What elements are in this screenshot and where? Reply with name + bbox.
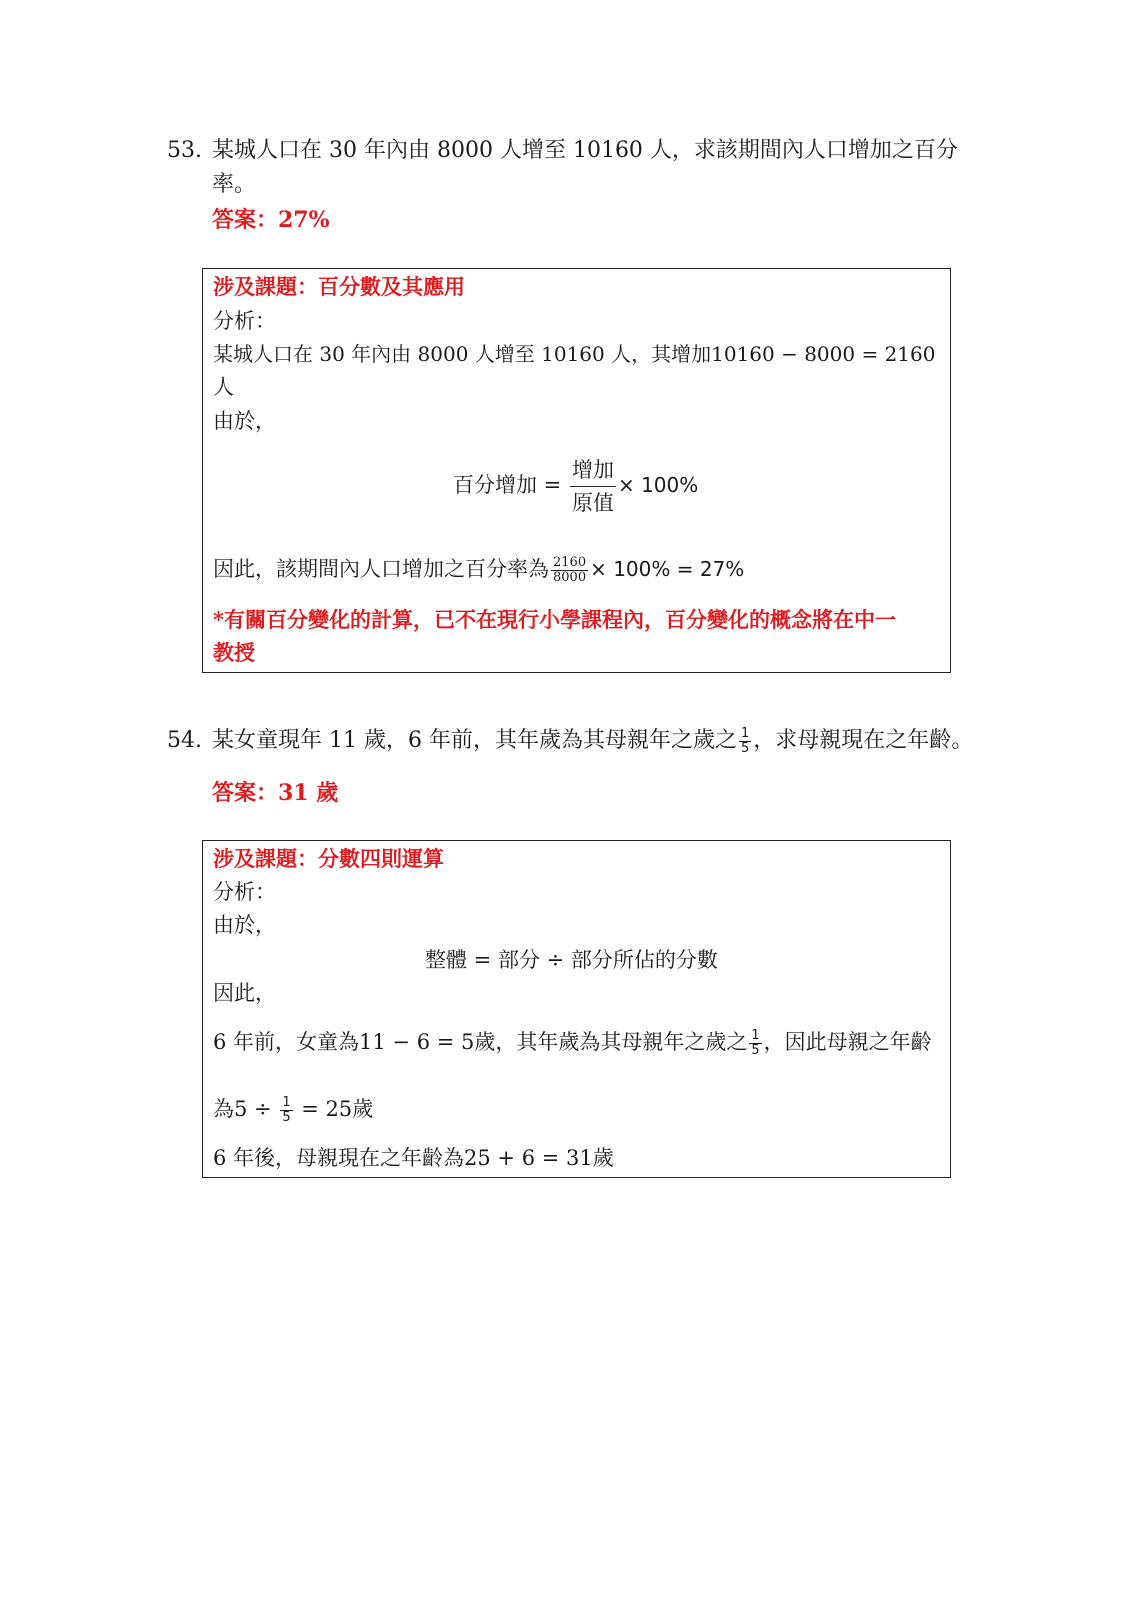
- question-53-answer: 答案：27%: [212, 207, 330, 233]
- question-54-text-post: ，求母親現在之年齡。: [753, 728, 974, 753]
- q53-topic: 涉及課題：百分數及其應用: [213, 274, 465, 299]
- question-53-text-line2: 率。: [212, 172, 257, 197]
- q54-since: 由於，: [213, 913, 276, 937]
- question-53-analysis-box: [202, 268, 951, 673]
- question-54-answer: 答案：31 歲: [212, 780, 339, 806]
- q53-line1b: 人: [213, 375, 234, 399]
- q54-topic: 涉及課題：分數四則運算: [213, 846, 444, 871]
- q53-formula-left: 百分增加 =: [453, 473, 568, 497]
- q53-conclusion-numerator: 2160: [553, 555, 587, 570]
- q54-analysis-label: 分析：: [213, 880, 276, 904]
- q54-line1-post: ，因此母親之年齡: [763, 1030, 932, 1054]
- question-54-number: 54.: [167, 728, 202, 753]
- q54-line1-fraction: [749, 1029, 761, 1058]
- question-54-fraction: [739, 727, 751, 756]
- q53-since: 由於，: [213, 409, 276, 433]
- question-54-analysis-box: [202, 840, 951, 1178]
- q54-line2-numerator: 1: [282, 1095, 291, 1110]
- q53-conclusion: [213, 554, 744, 585]
- q54-line1-pre: 6 年前，女童為11 − 6 = 5歲，其年歲為其母親年之歲之: [213, 1030, 748, 1054]
- q53-line1: 某城人口在 30 年內由 8000 人增至 10160 人，其增加10160 − 8000 = 2160: [213, 342, 936, 366]
- q54-therefore: 因此，: [213, 981, 276, 1005]
- q54-line1: [213, 1027, 932, 1058]
- question-54-denominator: 5: [740, 740, 750, 756]
- q54-line1-denominator: 5: [751, 1043, 760, 1058]
- q54-line3: 6 年後，母親現在之年齡為25 + 6 = 31歲: [213, 1146, 614, 1170]
- q53-analysis-label: 分析：: [213, 309, 276, 333]
- question-53-number: 53.: [167, 138, 202, 163]
- q53-formula: [453, 454, 698, 519]
- q54-line2-fraction: [280, 1096, 292, 1125]
- q53-formula-denominator: 原值: [571, 491, 614, 515]
- q54-line2-denominator: 5: [282, 1110, 291, 1125]
- q53-conclusion-fraction: [551, 556, 588, 585]
- q53-formula-right: × 100%: [617, 473, 699, 497]
- question-54-text-pre: 某女童現年 11 歲，6 年前，其年歲為其母親年之歲之: [212, 728, 737, 753]
- q53-note-line1: *有關百分變化的計算，已不在現行小學課程內，百分變化的概念將在中一: [213, 607, 896, 632]
- q53-formula-numerator: 增加: [570, 454, 616, 487]
- q53-conclusion-post: × 100% = 27%: [590, 557, 745, 581]
- question-53-text-line1: 某城人口在 30 年內由 8000 人增至 10160 人，求該期間內人口增加之百分: [212, 138, 958, 163]
- q53-note-line2: 教授: [213, 640, 255, 665]
- q54-line2-pre: 為5 ÷: [213, 1097, 279, 1121]
- q53-formula-fraction: [570, 454, 616, 519]
- q54-line2-post: = 25歲: [294, 1097, 374, 1121]
- q54-formula: 整體 = 部分 ÷ 部分所佔的分數: [425, 948, 718, 972]
- q53-conclusion-denominator: 8000: [553, 570, 587, 585]
- q54-line1-numerator: 1: [751, 1028, 760, 1043]
- q53-conclusion-pre: 因此，該期間內人口增加之百分率為: [213, 557, 549, 581]
- q54-line2: [213, 1094, 373, 1125]
- question-54-text: [212, 724, 973, 758]
- question-54-numerator: 1: [740, 725, 750, 741]
